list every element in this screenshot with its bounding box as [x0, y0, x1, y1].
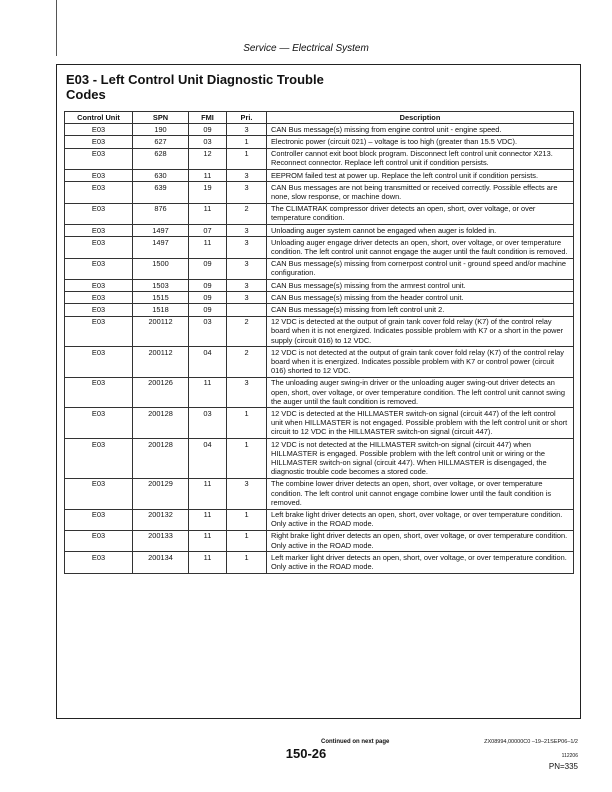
description-cell: Unloading auger system cannot be engaged when auger is folded in.: [267, 225, 574, 237]
table-row: [65, 237, 574, 258]
control-unit-cell: E03: [65, 124, 133, 136]
column-header-description: Description: [267, 112, 574, 124]
column-header-fmi: FMI: [189, 112, 227, 124]
table-row: [65, 170, 574, 182]
pn-number: PN=335: [548, 762, 578, 771]
description-cell: EEPROM failed test at power up. Replace the left control unit if condition persists.: [267, 170, 574, 182]
description-cell: The unloading auger swing-in driver or the unloading auger swing-out driver detects an open, short, over voltage, or over temperature condition. The left control unit cannot swing the auger until the fault condition is removed.: [267, 377, 574, 408]
table-row: [65, 439, 574, 479]
fmi-cell: 07: [189, 225, 227, 237]
spn-cell: 200112: [133, 347, 189, 378]
priority-cell: 1: [227, 148, 267, 169]
fmi-cell: 11: [189, 237, 227, 258]
priority-cell: 3: [227, 182, 267, 203]
table-row: [65, 347, 574, 378]
spn-cell: 628: [133, 148, 189, 169]
fmi-cell: 09: [189, 258, 227, 279]
spn-cell: 1503: [133, 280, 189, 292]
control-unit-cell: E03: [65, 408, 133, 439]
fmi-cell: 11: [189, 203, 227, 224]
spn-cell: 1515: [133, 292, 189, 304]
description-cell: 12 VDC is not detected at the HILLMASTER switch-on signal (circuit 447) when HILLMASTER is engaged. Possible problem with the left control unit or wiring or the HILLMASTER switch-on signal (circuit 447). When HILLMASTER is disengaged, the diagnostic trouble code becomes a stored code.: [267, 439, 574, 479]
control-unit-cell: E03: [65, 258, 133, 279]
table-row: [65, 203, 574, 224]
fmi-cell: 09: [189, 280, 227, 292]
control-unit-cell: E03: [65, 347, 133, 378]
table-row: [65, 530, 574, 551]
description-cell: CAN Bus message(s) missing from the header control unit.: [267, 292, 574, 304]
description-cell: CAN Bus message(s) missing from engine control unit - engine speed.: [267, 124, 574, 136]
fmi-cell: 11: [189, 509, 227, 530]
control-unit-cell: E03: [65, 148, 133, 169]
table-row: [65, 292, 574, 304]
fmi-cell: 11: [189, 377, 227, 408]
control-unit-cell: E03: [65, 292, 133, 304]
fmi-cell: 04: [189, 347, 227, 378]
fmi-cell: 19: [189, 182, 227, 203]
fmi-cell: 03: [189, 316, 227, 347]
spn-cell: 630: [133, 170, 189, 182]
priority-cell: 1: [227, 552, 267, 573]
control-unit-cell: E03: [65, 225, 133, 237]
control-unit-cell: E03: [65, 304, 133, 316]
priority-cell: 1: [227, 439, 267, 479]
control-unit-cell: E03: [65, 203, 133, 224]
dtc-table: [64, 111, 574, 574]
description-cell: 12 VDC is not detected at the output of grain tank cover fold relay (K7) of the control relay board when it is energized. Indicates possible problem with K7 or control power (circuit 016) shorted to 12 VDC.: [267, 347, 574, 378]
fmi-cell: 11: [189, 552, 227, 573]
priority-cell: 1: [227, 408, 267, 439]
fmi-cell: 04: [189, 439, 227, 479]
description-cell: 12 VDC is detected at the HILLMASTER switch-on signal (circuit 447) of the left control unit when HILLMASTER is not engaged. Possible problem with the left control unit or short circuit to 12 VDC in the HILLMASTER switch-on signal (circuit 447).: [267, 408, 574, 439]
column-header-priority: Pri.: [227, 112, 267, 124]
priority-cell: 3: [227, 377, 267, 408]
table-row: [65, 124, 574, 136]
description-cell: Electronic power (circuit 021) – voltage is too high (greater than 15.5 VDC).: [267, 136, 574, 148]
description-cell: Controller cannot exit boot block program. Disconnect left control unit connector X213. Reconnect connector. Replace left control unit if condition persists.: [267, 148, 574, 169]
table-row: [65, 280, 574, 292]
table-row: [65, 478, 574, 509]
page-number: 150-26: [285, 746, 327, 761]
priority-cell: 3: [227, 225, 267, 237]
priority-cell: 3: [227, 124, 267, 136]
table-row: [65, 304, 574, 316]
control-unit-cell: E03: [65, 530, 133, 551]
priority-cell: 1: [227, 530, 267, 551]
document-code: ZX08994,00000C0 –19–21SEP06–1/2: [484, 739, 578, 745]
table-row: [65, 225, 574, 237]
spn-cell: 200134: [133, 552, 189, 573]
content-frame: [56, 64, 581, 719]
spn-cell: 1497: [133, 237, 189, 258]
fmi-cell: 11: [189, 170, 227, 182]
spn-cell: 200132: [133, 509, 189, 530]
spn-cell: 200128: [133, 408, 189, 439]
control-unit-cell: E03: [65, 552, 133, 573]
priority-cell: 2: [227, 347, 267, 378]
running-header: Service — Electrical System: [243, 43, 369, 54]
priority-cell: 1: [227, 136, 267, 148]
spn-cell: 639: [133, 182, 189, 203]
column-header-control-unit: Control Unit: [65, 112, 133, 124]
column-header-spn: SPN: [133, 112, 189, 124]
description-cell: Unloading auger engage driver detects an open, short, over voltage, or over temperature condition. The left control unit cannot engage the auger until the fault condition is removed.: [267, 237, 574, 258]
description-cell: CAN Bus message(s) missing from left control unit 2.: [267, 304, 574, 316]
spn-cell: 1518: [133, 304, 189, 316]
control-unit-cell: E03: [65, 170, 133, 182]
table-row: [65, 377, 574, 408]
control-unit-cell: E03: [65, 439, 133, 479]
continued-note: Continued on next page: [321, 739, 390, 745]
table-row: [65, 509, 574, 530]
fmi-cell: 09: [189, 124, 227, 136]
fmi-cell: 09: [189, 292, 227, 304]
section-title: E03 - Left Control Unit Diagnostic Trouble Codes: [66, 72, 324, 102]
priority-cell: 1: [227, 509, 267, 530]
spn-cell: 1500: [133, 258, 189, 279]
fmi-cell: 03: [189, 408, 227, 439]
table-row: [65, 148, 574, 169]
priority-cell: 2: [227, 203, 267, 224]
description-cell: 12 VDC is detected at the output of grain tank cover fold relay (K7) of the control relay board when it is not energized. Indicates possible problem with K7 or a short in the power supply (circuit 016) to 12 VDC.: [267, 316, 574, 347]
priority-cell: 3: [227, 478, 267, 509]
priority-cell: 3: [227, 258, 267, 279]
priority-cell: 3: [227, 237, 267, 258]
description-cell: CAN Bus message(s) missing from the armrest control unit.: [267, 280, 574, 292]
table-row: [65, 258, 574, 279]
table-row: [65, 408, 574, 439]
control-unit-cell: E03: [65, 182, 133, 203]
spn-cell: 190: [133, 124, 189, 136]
description-cell: CAN Bus messages are not being transmitted or received correctly. Possible effects are none, slow response, or machine down.: [267, 182, 574, 203]
print-date: 112206: [561, 753, 578, 759]
control-unit-cell: E03: [65, 509, 133, 530]
priority-cell: [227, 304, 267, 316]
control-unit-cell: E03: [65, 478, 133, 509]
fmi-cell: 11: [189, 530, 227, 551]
description-cell: Right brake light driver detects an open, short, over voltage, or over temperature condition. Only active in the ROAD mode.: [267, 530, 574, 551]
description-cell: CAN Bus message(s) missing from cornerpost control unit - ground speed and/or machine configuration.: [267, 258, 574, 279]
priority-cell: 3: [227, 280, 267, 292]
spn-cell: 1497: [133, 225, 189, 237]
control-unit-cell: E03: [65, 377, 133, 408]
spn-cell: 876: [133, 203, 189, 224]
control-unit-cell: E03: [65, 316, 133, 347]
control-unit-cell: E03: [65, 237, 133, 258]
fmi-cell: 11: [189, 478, 227, 509]
spn-cell: 200126: [133, 377, 189, 408]
spn-cell: 200112: [133, 316, 189, 347]
description-cell: The combine lower driver detects an open, short, over voltage, or over temperature condition. The left control unit cannot engage combine lower until the fault condition is removed.: [267, 478, 574, 509]
control-unit-cell: E03: [65, 136, 133, 148]
fmi-cell: 03: [189, 136, 227, 148]
priority-cell: 2: [227, 316, 267, 347]
spn-cell: 200133: [133, 530, 189, 551]
table-row: [65, 552, 574, 573]
spn-cell: 627: [133, 136, 189, 148]
table-row: [65, 316, 574, 347]
table-header-row: [65, 112, 574, 124]
fmi-cell: 09: [189, 304, 227, 316]
description-cell: Left brake light driver detects an open, short, over voltage, or over temperature condition. Only active in the ROAD mode.: [267, 509, 574, 530]
spn-cell: 200128: [133, 439, 189, 479]
table-row: [65, 136, 574, 148]
table-row: [65, 182, 574, 203]
priority-cell: 3: [227, 292, 267, 304]
fmi-cell: 12: [189, 148, 227, 169]
description-cell: Left marker light driver detects an open, short, over voltage, or over temperature condition. Only active in the ROAD mode.: [267, 552, 574, 573]
spn-cell: 200129: [133, 478, 189, 509]
description-cell: The CLIMATRAK compressor driver detects an open, short, over voltage, or over temperature condition.: [267, 203, 574, 224]
priority-cell: 3: [227, 170, 267, 182]
table-body: [65, 124, 574, 574]
control-unit-cell: E03: [65, 280, 133, 292]
